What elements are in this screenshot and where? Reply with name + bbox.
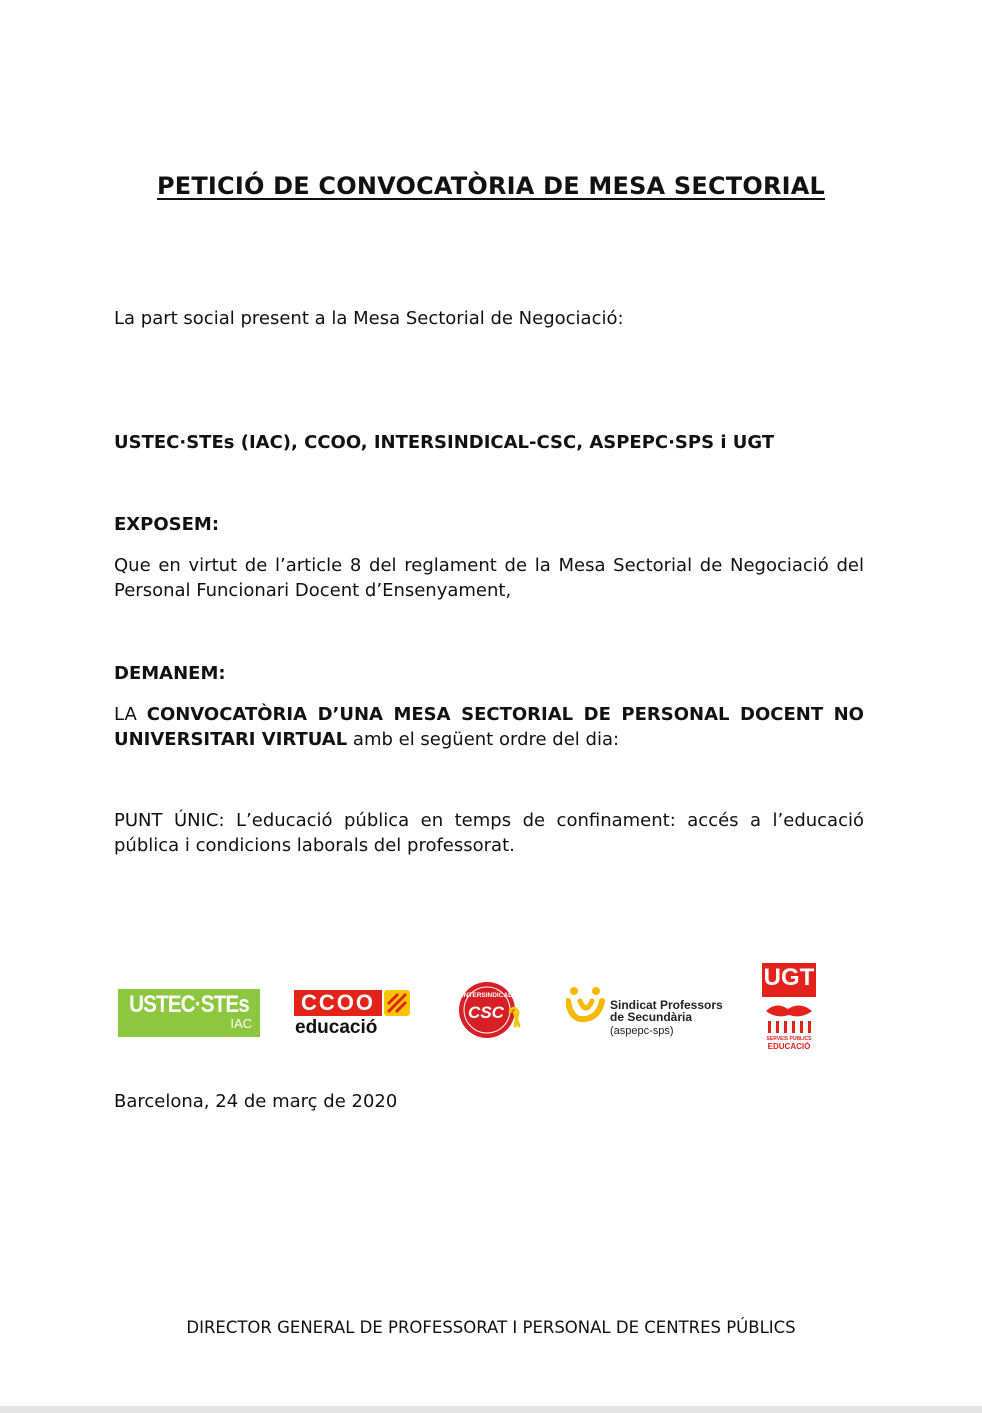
ccoo-logo-sub: educació [295, 1017, 378, 1038]
date-line: Barcelona, 24 de març de 2020 [114, 1091, 398, 1112]
ustec-logo-main: USTEC·STEs [129, 991, 249, 1018]
ccoo-logo-bar [294, 990, 382, 1016]
exposem-heading: EXPOSEM: [114, 514, 220, 535]
addressee: DIRECTOR GENERAL DE PROFESSORAT I PERSONAL DE CENTRES PÚBLICS [186, 1318, 796, 1337]
ugt-logo-main: UGT [763, 964, 815, 991]
senyera-flag-icon [384, 990, 410, 1016]
ugt-logo-sub2: EDUCACIÓ [767, 1042, 811, 1051]
ccoo-logo-main: CCOO [301, 990, 375, 1015]
demanem-heading: DEMANEM: [114, 663, 226, 684]
unions-line: USTEC·STEs (IAC), CCOO, INTERSINDICAL-CSC, ASPEPC·SPS i UGT [114, 432, 775, 453]
aspepc-logo [566, 985, 726, 1040]
ugt-logo-sub [758, 1036, 820, 1051]
ccoo-logo [294, 990, 414, 1040]
ustec-logo [118, 989, 260, 1037]
demanem-prefix: LA [114, 704, 147, 725]
intro-text: La part social present a la Mesa Sectorial de Negociació: [114, 308, 624, 329]
demanem-bold: CONVOCATÒRIA D’UNA MESA SECTORIAL DE PERSONAL DOCENT NO UNIVERSITARI VIRTUAL [114, 704, 864, 750]
demanem-suffix: amb el següent ordre del dia: [347, 729, 620, 750]
ugt-logo-sub1: SERVEIS PÚBLICS [766, 1036, 812, 1042]
aspepc-emblem-icon [566, 985, 606, 1025]
csc-logo-arc: INTERSINDICAL [461, 992, 513, 999]
document-title: PETICIÓ DE CONVOCATÒRIA DE MESA SECTORIAL [156, 172, 826, 200]
punt-unic-text: PUNT ÚNIC: L’educació pública en temps de confinament: accés a l’educació pública i condicions laborals del professorat. [114, 810, 864, 856]
exposem-text: Que en virtut de l’article 8 del reglament de la Mesa Sectorial de Negociació del Personal Funcionari Docent d’Ensenyament, [114, 555, 864, 601]
ugt-logo-box [762, 963, 816, 997]
demanem-text [114, 702, 864, 752]
aspepc-logo-line2: de Secundària [610, 1010, 693, 1024]
aspepc-logo-line3: (aspepc-sps) [610, 1025, 674, 1037]
csc-logo [458, 980, 532, 1040]
page-bottom-edge [0, 1406, 982, 1413]
ustec-logo-sub: IAC [230, 1016, 252, 1031]
csc-emblem-icon [458, 980, 532, 1040]
handshake-icon [762, 997, 816, 1037]
csc-logo-main: CSC [468, 1003, 504, 1022]
aspepc-logo-line1: Sindicat Professors [610, 998, 723, 1012]
ugt-logo [762, 963, 816, 1051]
